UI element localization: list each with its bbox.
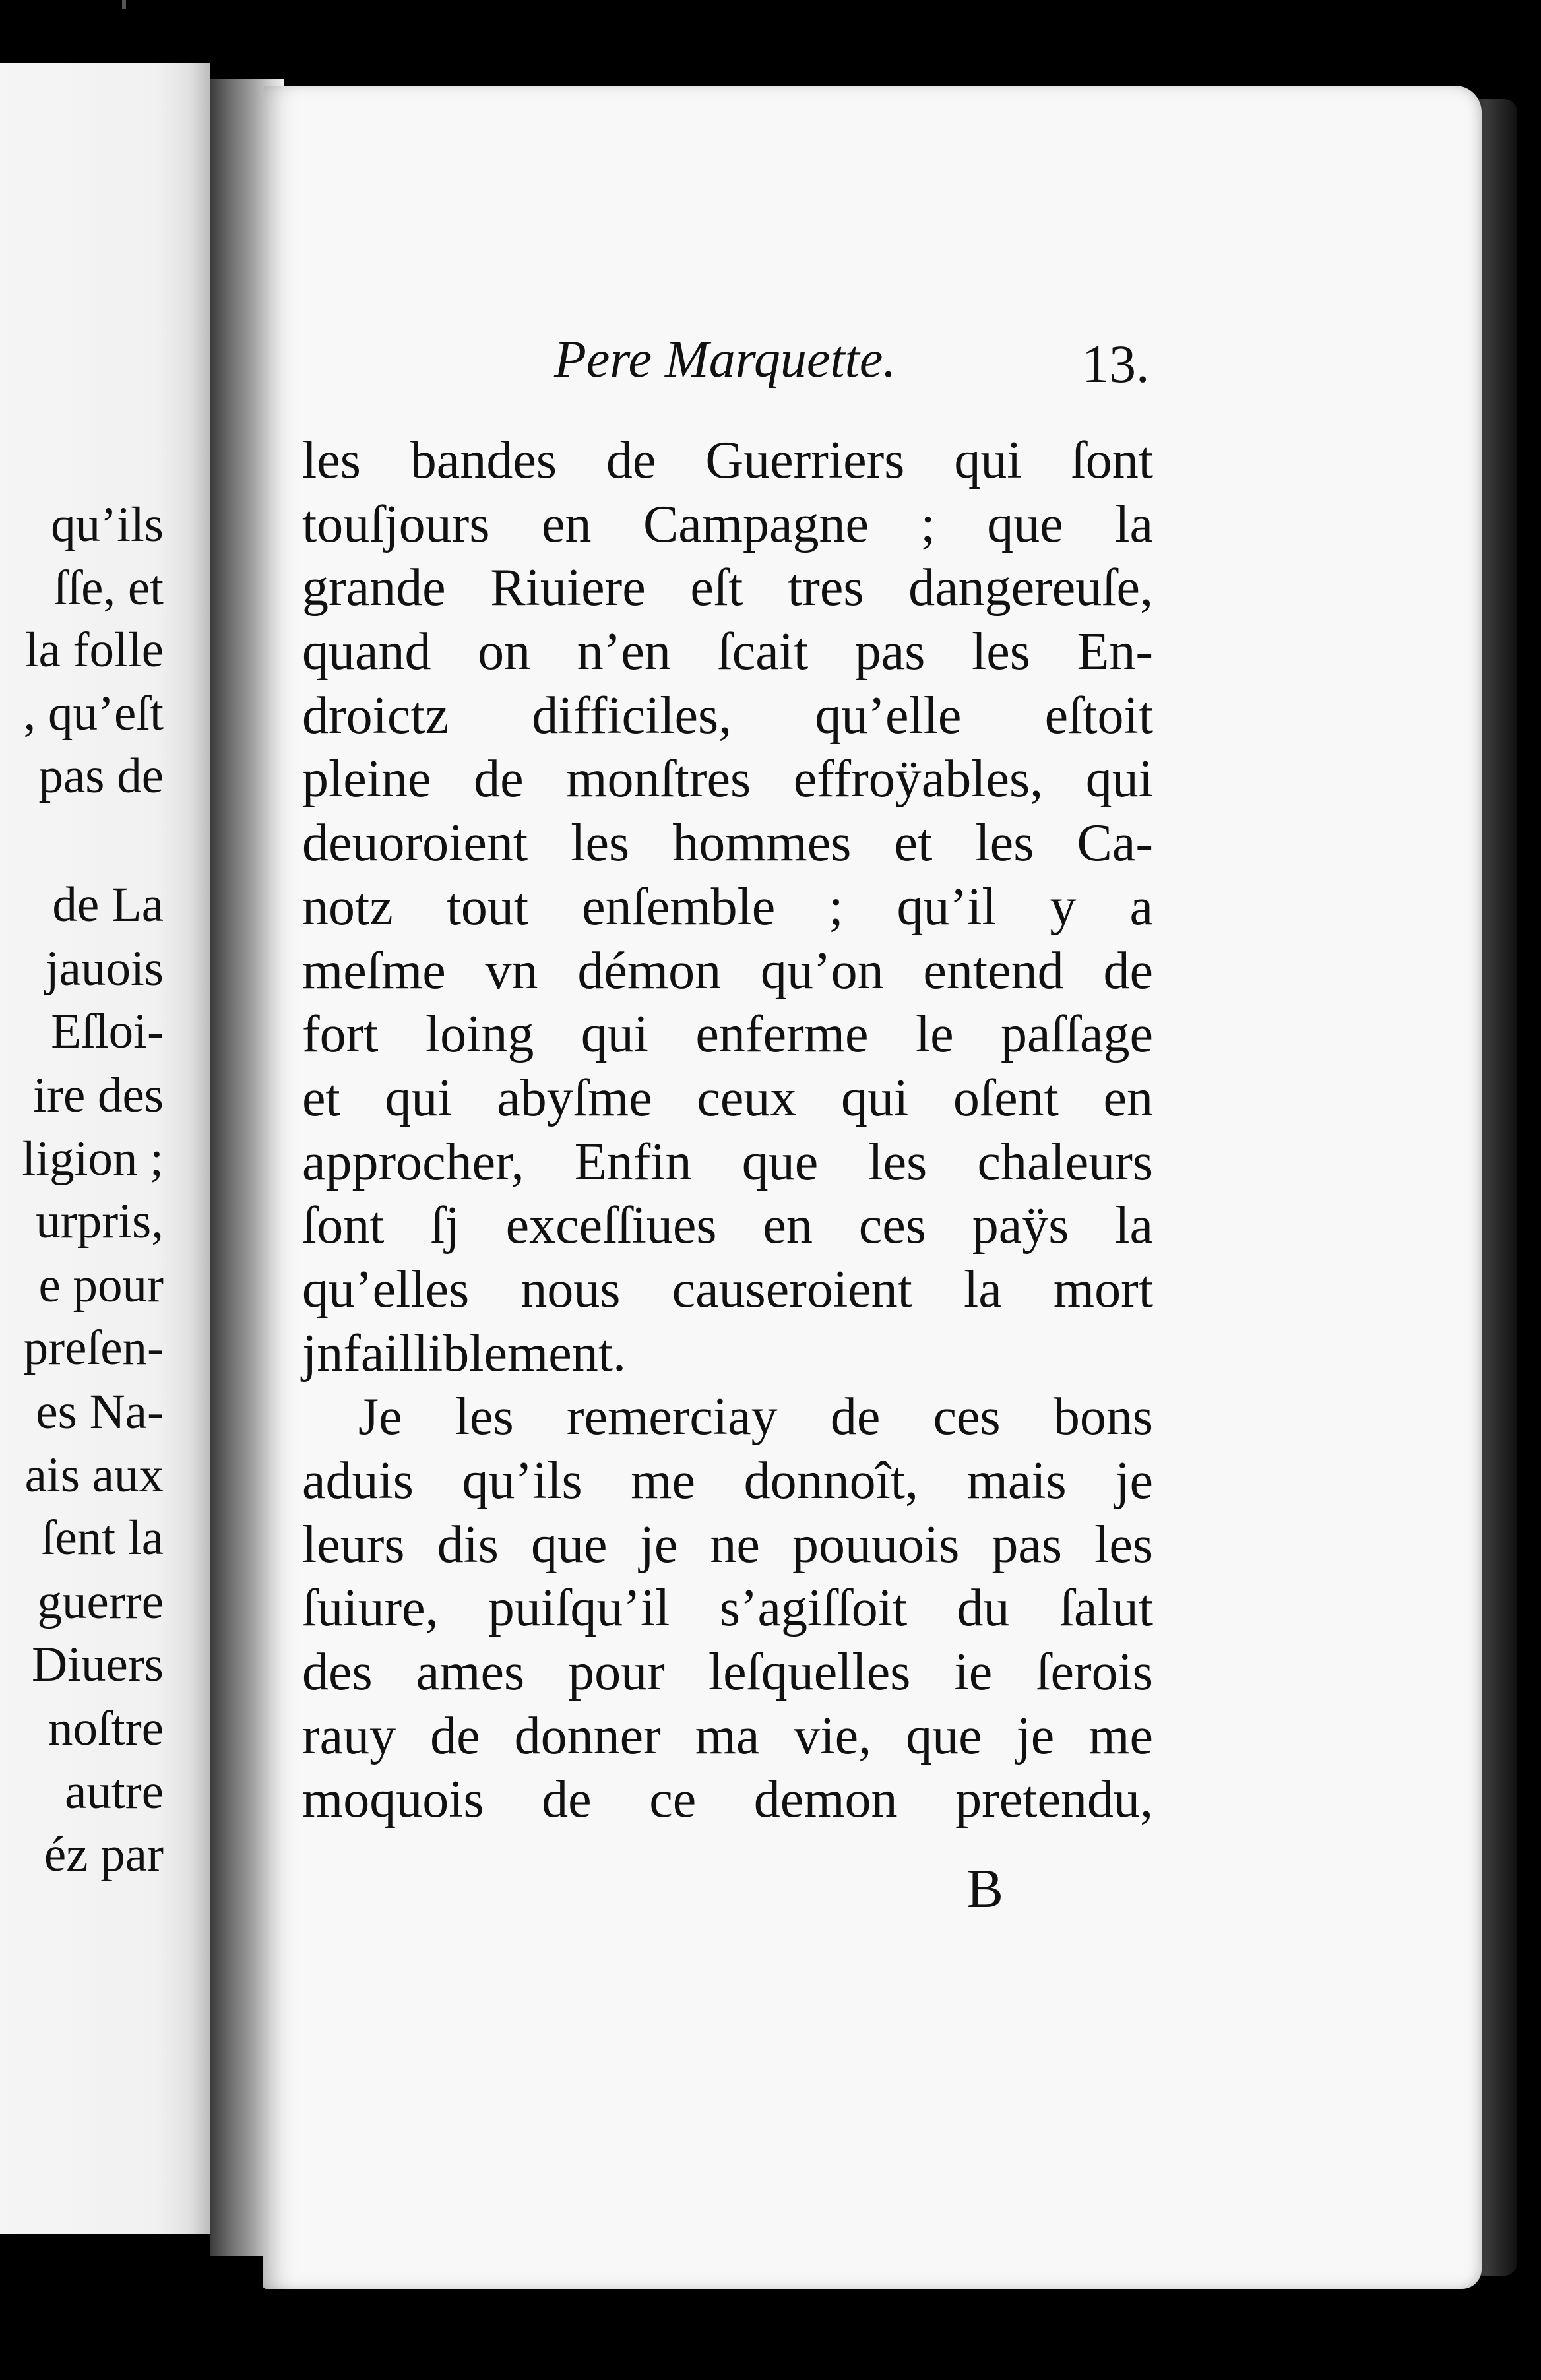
text-line: jnfailliblement. — [302, 1324, 626, 1383]
text-line: touſjours en Campagne ; que la — [302, 495, 1153, 553]
left-page-line: urpris, — [36, 1194, 164, 1249]
left-page-line: Diuers — [32, 1637, 164, 1692]
left-page-line: ſent la — [41, 1511, 164, 1565]
text-line: droictz difficiles, qu’elle eſtoit — [302, 686, 1153, 745]
left-page-line: jauois — [45, 941, 164, 996]
text-line: fort loing qui enferme le paſſage — [302, 1005, 1153, 1064]
text-line: ſuiure, puiſqu’il s’agiſſoit du ſalut — [302, 1579, 1153, 1638]
text-line: leurs dis que je ne pouuois pas les — [302, 1515, 1153, 1574]
text-line: quand on n’en ſcait pas les En- — [302, 623, 1153, 681]
left-page-line: , qu’eſt — [23, 686, 164, 741]
text-line: rauy de donner ma vie, que je me — [302, 1707, 1153, 1765]
left-page-line: ſſe, et — [53, 561, 164, 615]
left-page-line: pas de — [38, 749, 164, 803]
left-page-line: ire des — [33, 1068, 164, 1123]
left-page-line: éz par — [44, 1827, 164, 1882]
running-title: Pere Marquette. — [554, 330, 896, 389]
text-line: les bandes de Guerriers qui ſont — [302, 431, 1153, 489]
text-line: deuoroient les hommes et les Ca- — [302, 814, 1153, 873]
left-page-line: guerre — [37, 1575, 164, 1629]
left-page-line: qu’ils — [51, 497, 164, 552]
text-line: qu’elles nous causeroient la mort — [302, 1260, 1153, 1319]
left-page-line: Eſloi- — [51, 1004, 164, 1059]
text-line: et qui abyſme ceux qui oſent en — [302, 1069, 1153, 1127]
signature-mark: B — [966, 1858, 1004, 1920]
left-page-line: la folle — [24, 623, 164, 677]
page-number: 13. — [1082, 334, 1150, 394]
left-page-line: preſen- — [23, 1321, 164, 1375]
page-body — [302, 429, 1153, 1832]
text-line: grande Riuiere eſt tres dangereuſe, — [302, 559, 1153, 617]
text-line: approcher, Enfin que les chaleurs — [302, 1133, 1153, 1191]
text-line: des ames pour leſquelles ie ſerois — [302, 1643, 1153, 1702]
text-line: pleine de monſtres effroÿables, qui — [302, 750, 1153, 809]
text-line: notz tout enſemble ; qu’il y a — [302, 877, 1153, 936]
text-line: moquois de ce demon pretendu, — [302, 1770, 1153, 1829]
left-page-line: de La — [52, 877, 164, 932]
left-page — [0, 63, 210, 2234]
text-line: ſont ſj exceſſiues en ces paÿs la — [302, 1197, 1153, 1255]
left-page-line: autre — [65, 1765, 164, 1819]
left-page-line: ligion ; — [22, 1131, 164, 1186]
left-page-line: noſtre — [48, 1701, 164, 1756]
left-page-line: ais aux — [24, 1448, 164, 1503]
text-line: meſme vn démon qu’on entend de — [302, 941, 1153, 1000]
text-line: aduis qu’ils me donnoît, mais je — [302, 1452, 1153, 1510]
left-page-line: e pour — [38, 1258, 164, 1313]
text-line: Je les remerciay de ces bons — [358, 1388, 1153, 1447]
scan-mark — [122, 0, 126, 9]
left-page-line: es Na- — [36, 1385, 164, 1439]
